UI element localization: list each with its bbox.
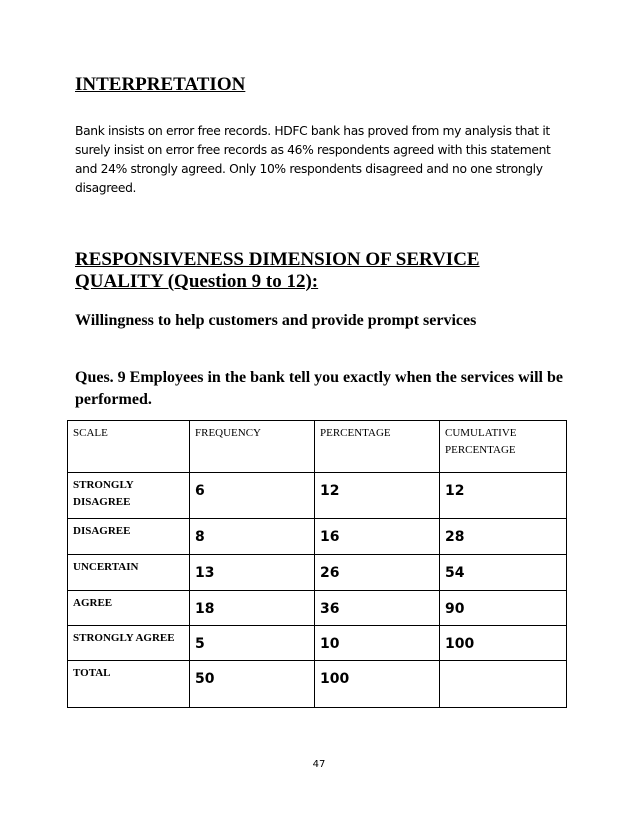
- cell-percentage: 26: [315, 555, 440, 591]
- cell-frequency: 8: [190, 519, 315, 555]
- cell-scale: STRONGLY DISAGREE: [68, 473, 190, 519]
- cell-frequency: 13: [190, 555, 315, 591]
- cell-cumulative: [440, 661, 567, 708]
- cell-cumulative: 54: [440, 555, 567, 591]
- header-percentage: PERCENTAGE: [315, 421, 440, 473]
- cell-cumulative: 12: [440, 473, 567, 519]
- table-header-row: [68, 421, 567, 473]
- table-row-total: [68, 661, 567, 708]
- cell-percentage: 36: [315, 591, 440, 626]
- cell-percentage: 16: [315, 519, 440, 555]
- cell-cumulative: 28: [440, 519, 567, 555]
- cell-scale: STRONGLY AGREE: [68, 626, 190, 661]
- interpretation-paragraph: Bank insists on error free records. HDFC bank has proved from my analysis that it surely insist on error free records as 46% respondents agreed with this statement and 24% strongly agreed. Only 10% respondents disagreed and no one strongly disagreed.: [75, 124, 551, 195]
- table-row: [68, 626, 567, 661]
- cell-scale: UNCERTAIN: [68, 555, 190, 591]
- header-cumulative-percentage: CUMULATIVE PERCENTAGE: [440, 421, 567, 473]
- interpretation-heading: INTERPRETATION: [75, 74, 246, 95]
- cell-frequency: 18: [190, 591, 315, 626]
- cell-cumulative: 90: [440, 591, 567, 626]
- table-row: [68, 473, 567, 519]
- question-text: Ques. 9 Employees in the bank tell you exactly when the services will be performed.: [75, 369, 563, 408]
- cell-percentage: 10: [315, 626, 440, 661]
- cell-percentage: 100: [315, 661, 440, 708]
- cell-scale: DISAGREE: [68, 519, 190, 555]
- table-row: [68, 555, 567, 591]
- table-row: [68, 519, 567, 555]
- header-frequency: FREQUENCY: [190, 421, 315, 473]
- responsiveness-subtitle: Willingness to help customers and provide prompt services: [75, 312, 477, 329]
- responsiveness-heading: RESPONSIVENESS DIMENSION OF SERVICE QUALITY (Question 9 to 12):: [75, 249, 480, 292]
- cell-frequency: 6: [190, 473, 315, 519]
- header-scale: SCALE: [68, 421, 190, 473]
- cell-scale: TOTAL: [68, 661, 190, 708]
- cell-frequency: 5: [190, 626, 315, 661]
- cell-percentage: 12: [315, 473, 440, 519]
- cell-frequency: 50: [190, 661, 315, 708]
- cell-scale: AGREE: [68, 591, 190, 626]
- page-number: 47: [312, 759, 326, 770]
- table-row: [68, 591, 567, 626]
- cell-cumulative: 100: [440, 626, 567, 661]
- frequency-table: [67, 420, 567, 708]
